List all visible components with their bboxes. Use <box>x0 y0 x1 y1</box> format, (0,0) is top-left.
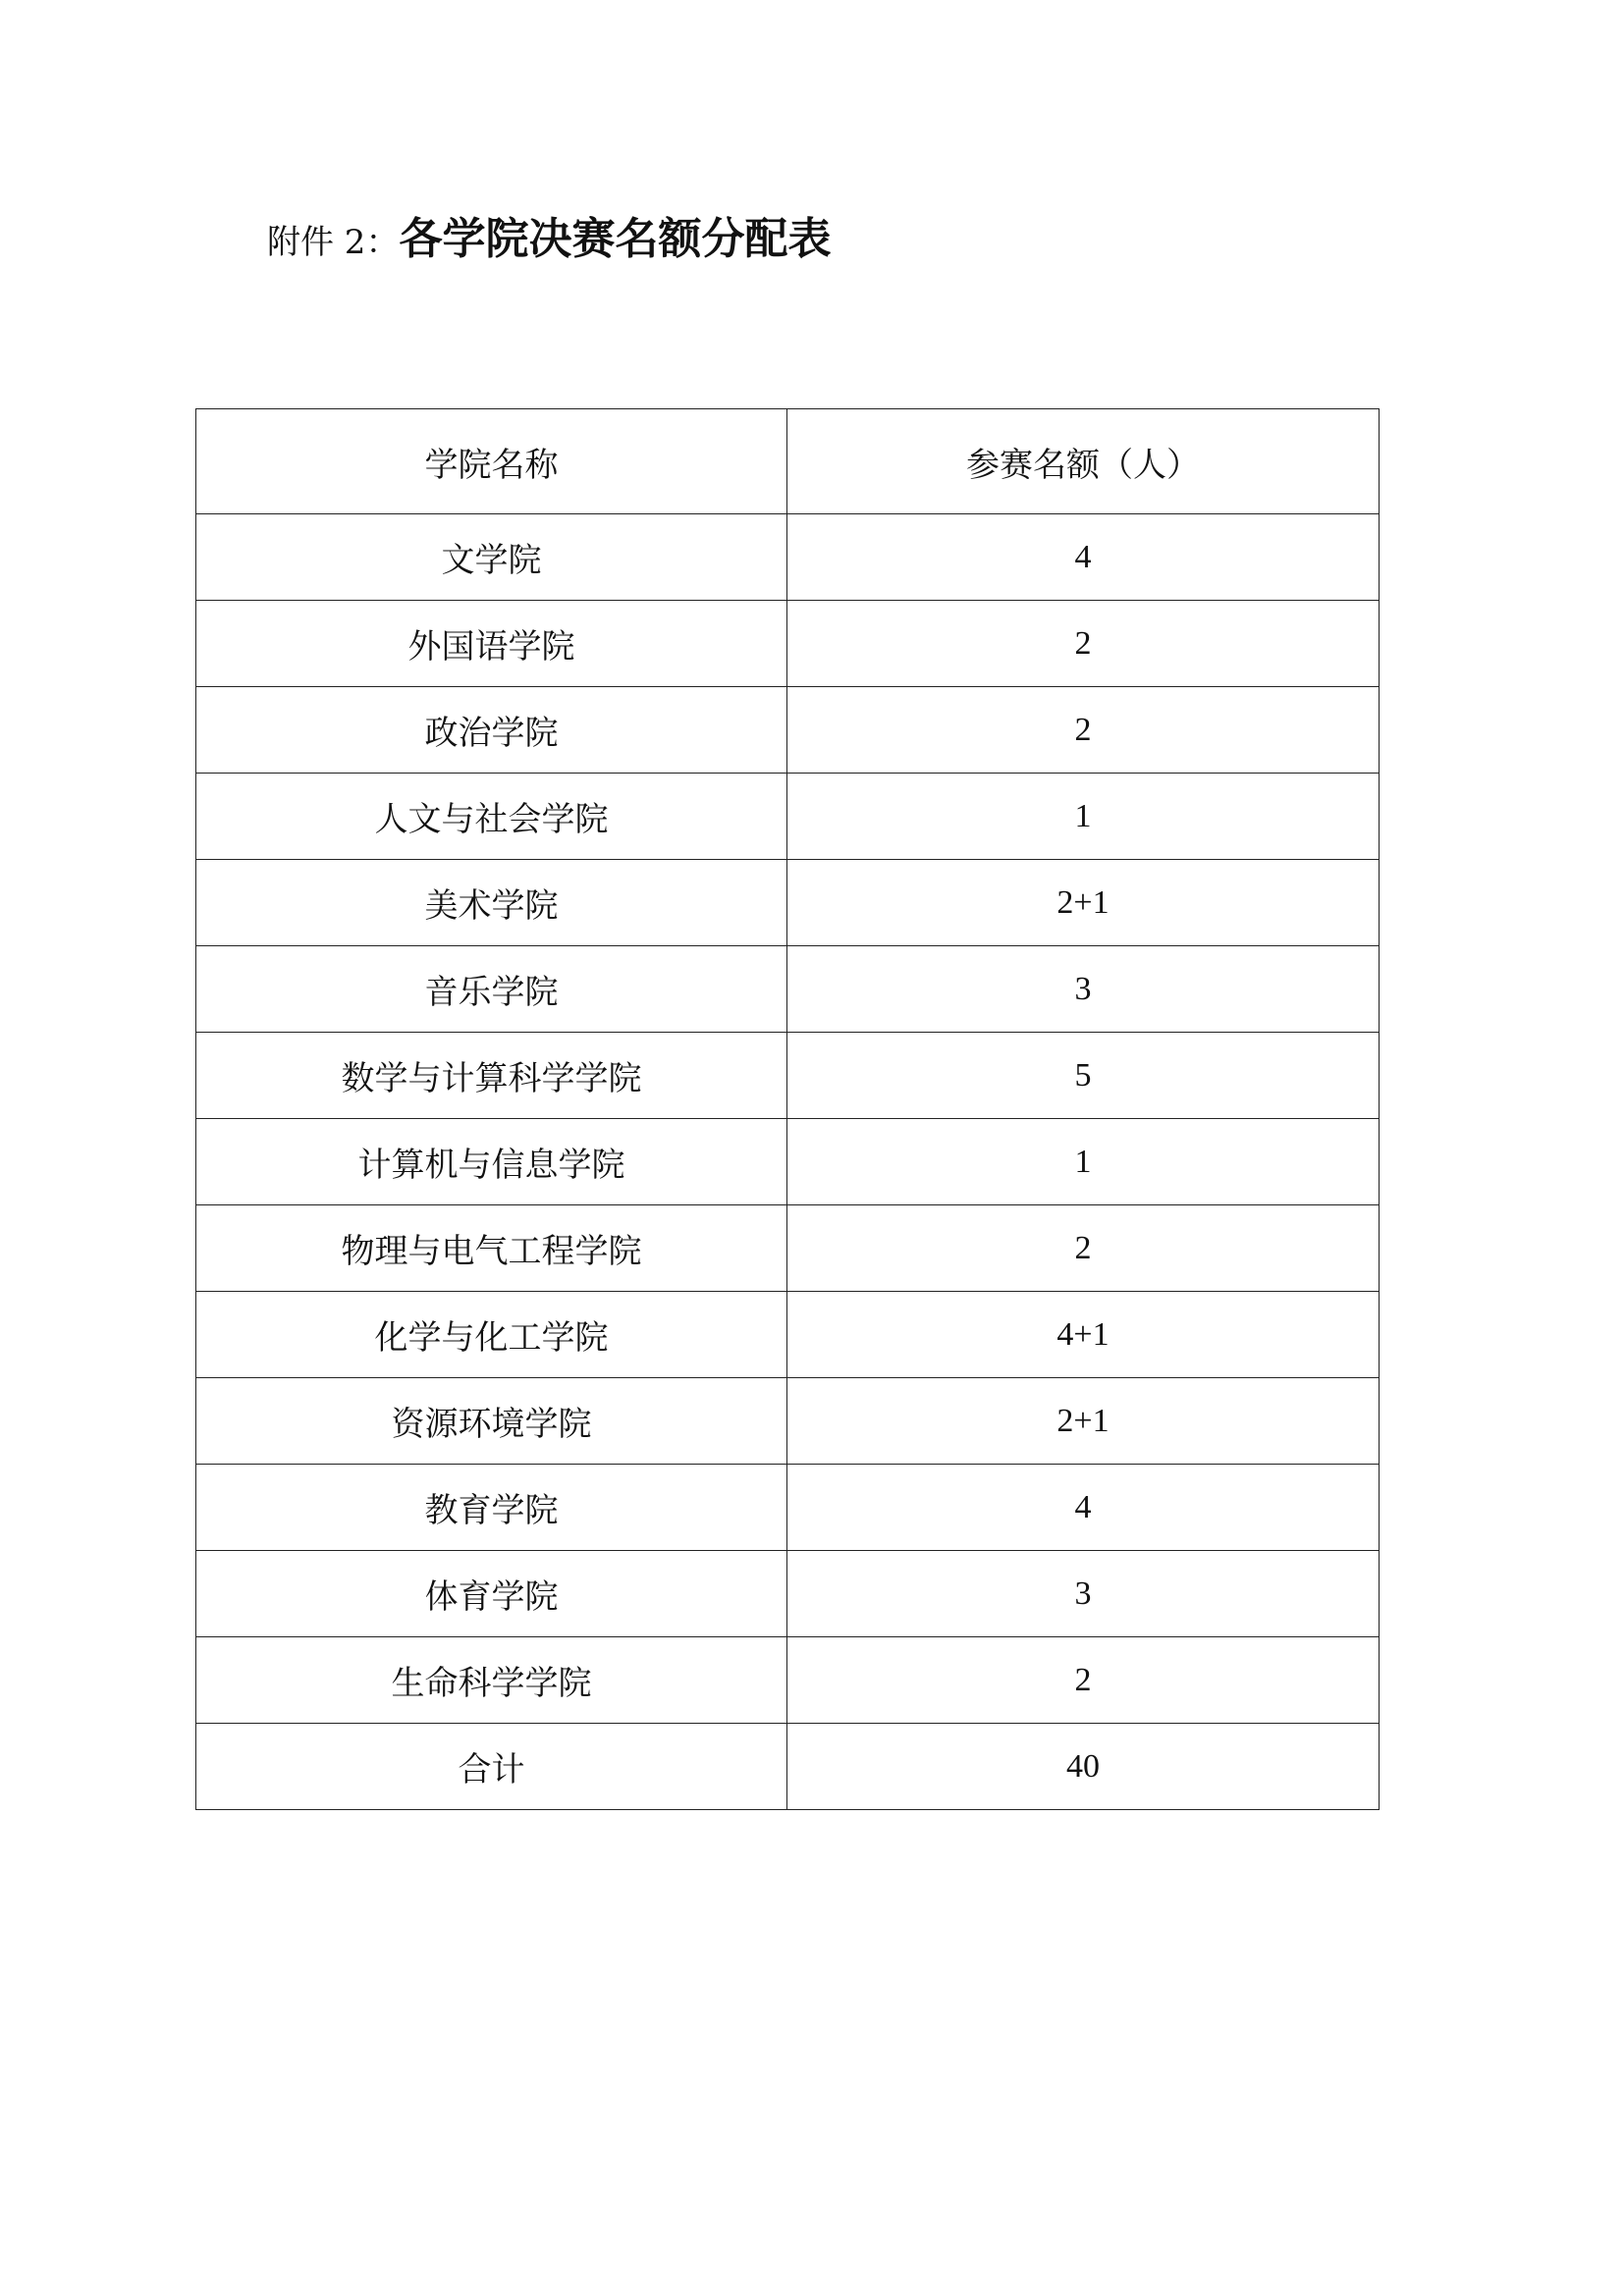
table-row <box>196 514 1380 601</box>
table-row <box>196 601 1380 687</box>
table-header-row <box>196 409 1380 514</box>
table-row <box>196 1551 1380 1637</box>
quota-cell: 1 <box>787 774 1380 860</box>
college-name-cell: 文学院 <box>196 514 787 601</box>
table-row <box>196 1119 1380 1205</box>
table-row <box>196 860 1380 946</box>
table-row <box>196 946 1380 1033</box>
table-row <box>196 1465 1380 1551</box>
quota-cell: 2+1 <box>787 1378 1380 1465</box>
quota-cell: 3 <box>787 946 1380 1033</box>
quota-cell: 2 <box>787 601 1380 687</box>
quota-cell: 1 <box>787 1119 1380 1205</box>
quota-allocation-table <box>195 408 1380 1810</box>
table-row <box>196 1378 1380 1465</box>
title-prefix: 附件 2： <box>267 223 400 262</box>
total-label-cell: 合计 <box>196 1724 787 1810</box>
college-name-cell: 教育学院 <box>196 1465 787 1551</box>
college-name-cell: 外国语学院 <box>196 601 787 687</box>
quota-cell: 2 <box>787 687 1380 774</box>
table-row <box>196 774 1380 860</box>
college-name-cell: 人文与社会学院 <box>196 774 787 860</box>
college-name-cell: 计算机与信息学院 <box>196 1119 787 1205</box>
quota-cell: 2 <box>787 1205 1380 1292</box>
college-name-cell: 物理与电气工程学院 <box>196 1205 787 1292</box>
page-title <box>267 210 831 272</box>
header-quota: 参赛名额（人） <box>787 409 1380 514</box>
header-college-name: 学院名称 <box>196 409 787 514</box>
title-main: 各学院决赛名额分配表 <box>399 214 832 264</box>
total-row <box>196 1724 1380 1810</box>
table-row <box>196 687 1380 774</box>
table-row <box>196 1205 1380 1292</box>
college-name-cell: 化学与化工学院 <box>196 1292 787 1378</box>
quota-cell: 3 <box>787 1551 1380 1637</box>
quota-cell: 4 <box>787 514 1380 601</box>
college-name-cell: 美术学院 <box>196 860 787 946</box>
college-name-cell: 音乐学院 <box>196 946 787 1033</box>
college-name-cell: 体育学院 <box>196 1551 787 1637</box>
quota-cell: 4 <box>787 1465 1380 1551</box>
quota-cell: 5 <box>787 1033 1380 1119</box>
college-name-cell: 资源环境学院 <box>196 1378 787 1465</box>
quota-cell: 2 <box>787 1637 1380 1724</box>
college-name-cell: 生命科学学院 <box>196 1637 787 1724</box>
total-quota-cell: 40 <box>787 1724 1380 1810</box>
table-row <box>196 1292 1380 1378</box>
college-name-cell: 数学与计算科学学院 <box>196 1033 787 1119</box>
college-name-cell: 政治学院 <box>196 687 787 774</box>
quota-cell: 4+1 <box>787 1292 1380 1378</box>
table-row <box>196 1637 1380 1724</box>
quota-cell: 2+1 <box>787 860 1380 946</box>
table-row <box>196 1033 1380 1119</box>
